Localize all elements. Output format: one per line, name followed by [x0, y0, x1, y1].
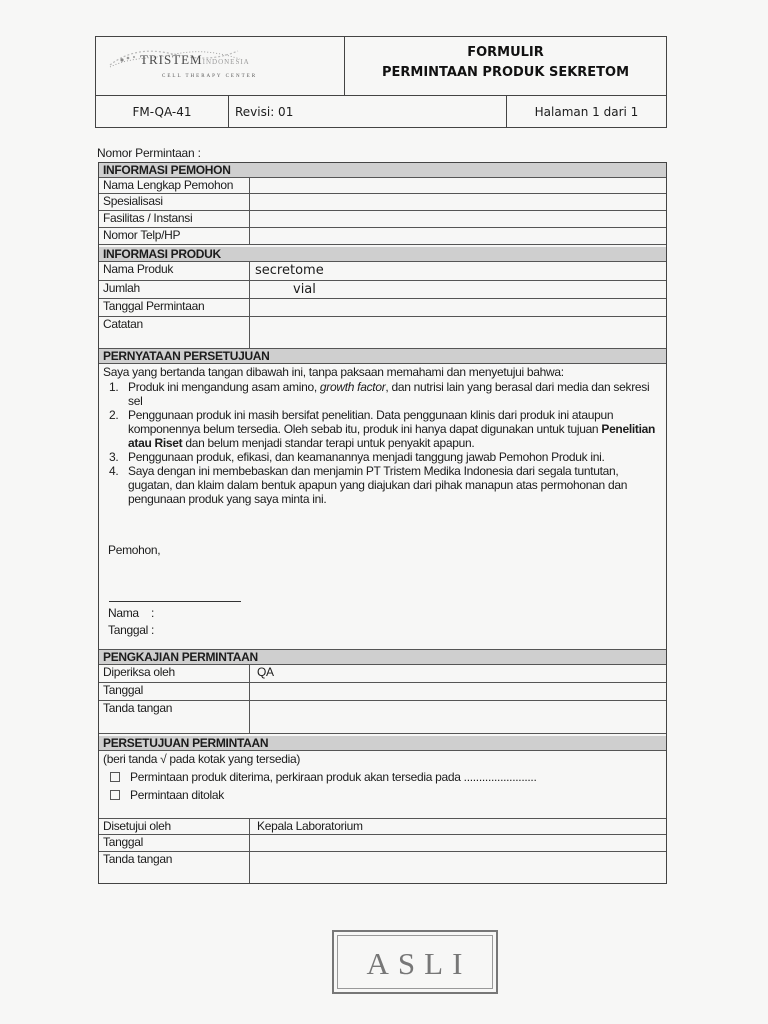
field-label: Disetujui oleh [99, 819, 250, 834]
statement-item-2: 2. Penggunaan produk ini masih bersifat penelitian. Data penggunaan klinis dari produk ini ataupun komponennya belum tersedia. Oleh sebab itu, produk ini hanya dapat digunakan untuk tujuan Penelitian atau Riset dan belum menjadi standar terapi untuk penyakit apapun. [109, 408, 656, 450]
field-label: Tanggal [99, 683, 250, 700]
document-header [95, 36, 667, 128]
applicant-date-label: Tanggal : [108, 623, 155, 637]
field-label: Tanda tangan [99, 852, 250, 883]
approval-option-rejected[interactable] [99, 787, 666, 803]
field-row-tanggal-pengkajian[interactable] [99, 683, 666, 701]
option-label: Permintaan produk diterima, perkiraan produk akan tersedia pada ........................ [130, 770, 537, 784]
logo-subtitle: CELL THERAPY CENTER [162, 74, 258, 79]
original-stamp [332, 930, 498, 994]
field-row-diperiksa-oleh[interactable] [99, 665, 666, 683]
checkbox-rejected[interactable] [110, 790, 120, 800]
field-row-nama-lengkap[interactable] [99, 178, 666, 194]
title-line-2: PERMINTAAN PRODUK SEKRETOM [381, 65, 630, 80]
signature-line[interactable] [109, 601, 241, 602]
statement-item-1: 1. Produk ini mengandung asam amino, growth factor, dan nutrisi lain yang berasal dari media dan sekresi sel [109, 380, 650, 408]
logo [96, 37, 345, 95]
field-label: Fasilitas / Instansi [99, 211, 250, 227]
request-number-label: Nomor Permintaan : [97, 146, 201, 160]
stamp-text: ASLI [337, 935, 493, 989]
logo-brand [140, 52, 250, 68]
field-label: Nama Produk [99, 262, 250, 280]
section-header-informasi-pemohon: INFORMASI PEMOHON [99, 163, 666, 178]
field-label: Nomor Telp/HP [99, 228, 250, 244]
request-form [98, 162, 667, 884]
field-row-tanda-tangan-pengkajian[interactable] [99, 701, 666, 734]
statement-item-4: 4. Saya dengan ini membebaskan dan menjamin PT Tristem Medika Indonesia dari segala tuntutan, gugatan, dan klaim dalam bentuk apapun yang diajukan dari pihak manapun atas permohonan dan pengunaan produk yang saya minta ini. [109, 464, 628, 506]
applicant-name-label: Nama : [108, 606, 154, 620]
statement-item-3: 3. Penggunaan produk, efikasi, dan keamanannya menjadi tanggung jawab Pemohon Produk ini. [109, 450, 605, 464]
section-header-persetujuan: PERSETUJUAN PERMINTAAN [99, 736, 666, 751]
approval-instruction: (beri tanda √ pada kotak yang tersedia) [103, 752, 301, 766]
field-row-jumlah[interactable] [99, 281, 666, 299]
applicant-label: Pemohon, [108, 543, 161, 557]
field-row-catatan[interactable] [99, 317, 666, 349]
field-label: Tanggal [99, 835, 250, 851]
field-row-fasilitas[interactable] [99, 211, 666, 228]
field-row-nomor-telp[interactable] [99, 228, 666, 245]
approval-option-accepted[interactable] [99, 769, 666, 785]
logo-brand-suffix: INDONESIA [202, 58, 250, 66]
header-bottom-row [96, 96, 666, 128]
field-label: Tanggal Permintaan [99, 299, 250, 316]
document-title [345, 37, 666, 95]
logo-brand-name: TRISTEM [140, 52, 203, 67]
section-header-informasi-produk: INFORMASI PRODUK [99, 247, 666, 262]
checkbox-accepted[interactable] [110, 772, 120, 782]
section-header-pengkajian: PENGKAJIAN PERMINTAAN [99, 650, 666, 665]
title-line-1: FORMULIR [467, 45, 544, 60]
field-label: Nama Lengkap Pemohon [99, 178, 250, 193]
field-value-jumlah: vial [293, 282, 316, 297]
field-row-disetujui-oleh[interactable] [99, 819, 666, 835]
field-label: Spesialisasi [99, 194, 250, 210]
field-row-spesialisasi[interactable] [99, 194, 666, 211]
revision-number: Revisi: 01 [229, 96, 507, 128]
field-value-nama-produk: secretome [255, 263, 324, 278]
page-number: Halaman 1 dari 1 [534, 105, 639, 119]
option-label: Permintaan ditolak [130, 788, 224, 802]
approval-block [99, 751, 666, 819]
field-label: Catatan [99, 317, 250, 348]
section-header-pernyataan: PERNYATAAN PERSETUJUAN [99, 349, 666, 364]
field-value-disetujui-oleh: Kepala Laboratorium [257, 819, 363, 833]
field-label: Diperiksa oleh [99, 665, 250, 682]
statement-intro: Saya yang bertanda tangan dibawah ini, tanpa paksaan memahami dan menyetujui bahwa: [103, 365, 564, 379]
field-row-tanggal-permintaan[interactable] [99, 299, 666, 317]
field-value-diperiksa-oleh: QA [257, 665, 274, 679]
field-row-nama-produk[interactable] [99, 262, 666, 281]
field-row-tanda-tangan-persetujuan[interactable] [99, 852, 666, 883]
document-code: FM-QA-41 [96, 96, 229, 128]
statement-block [99, 364, 666, 650]
statement-list [109, 380, 657, 506]
field-row-tanggal-persetujuan[interactable] [99, 835, 666, 852]
field-label: Tanda tangan [99, 701, 250, 733]
header-top-row [96, 37, 666, 96]
field-label: Jumlah [99, 281, 250, 298]
